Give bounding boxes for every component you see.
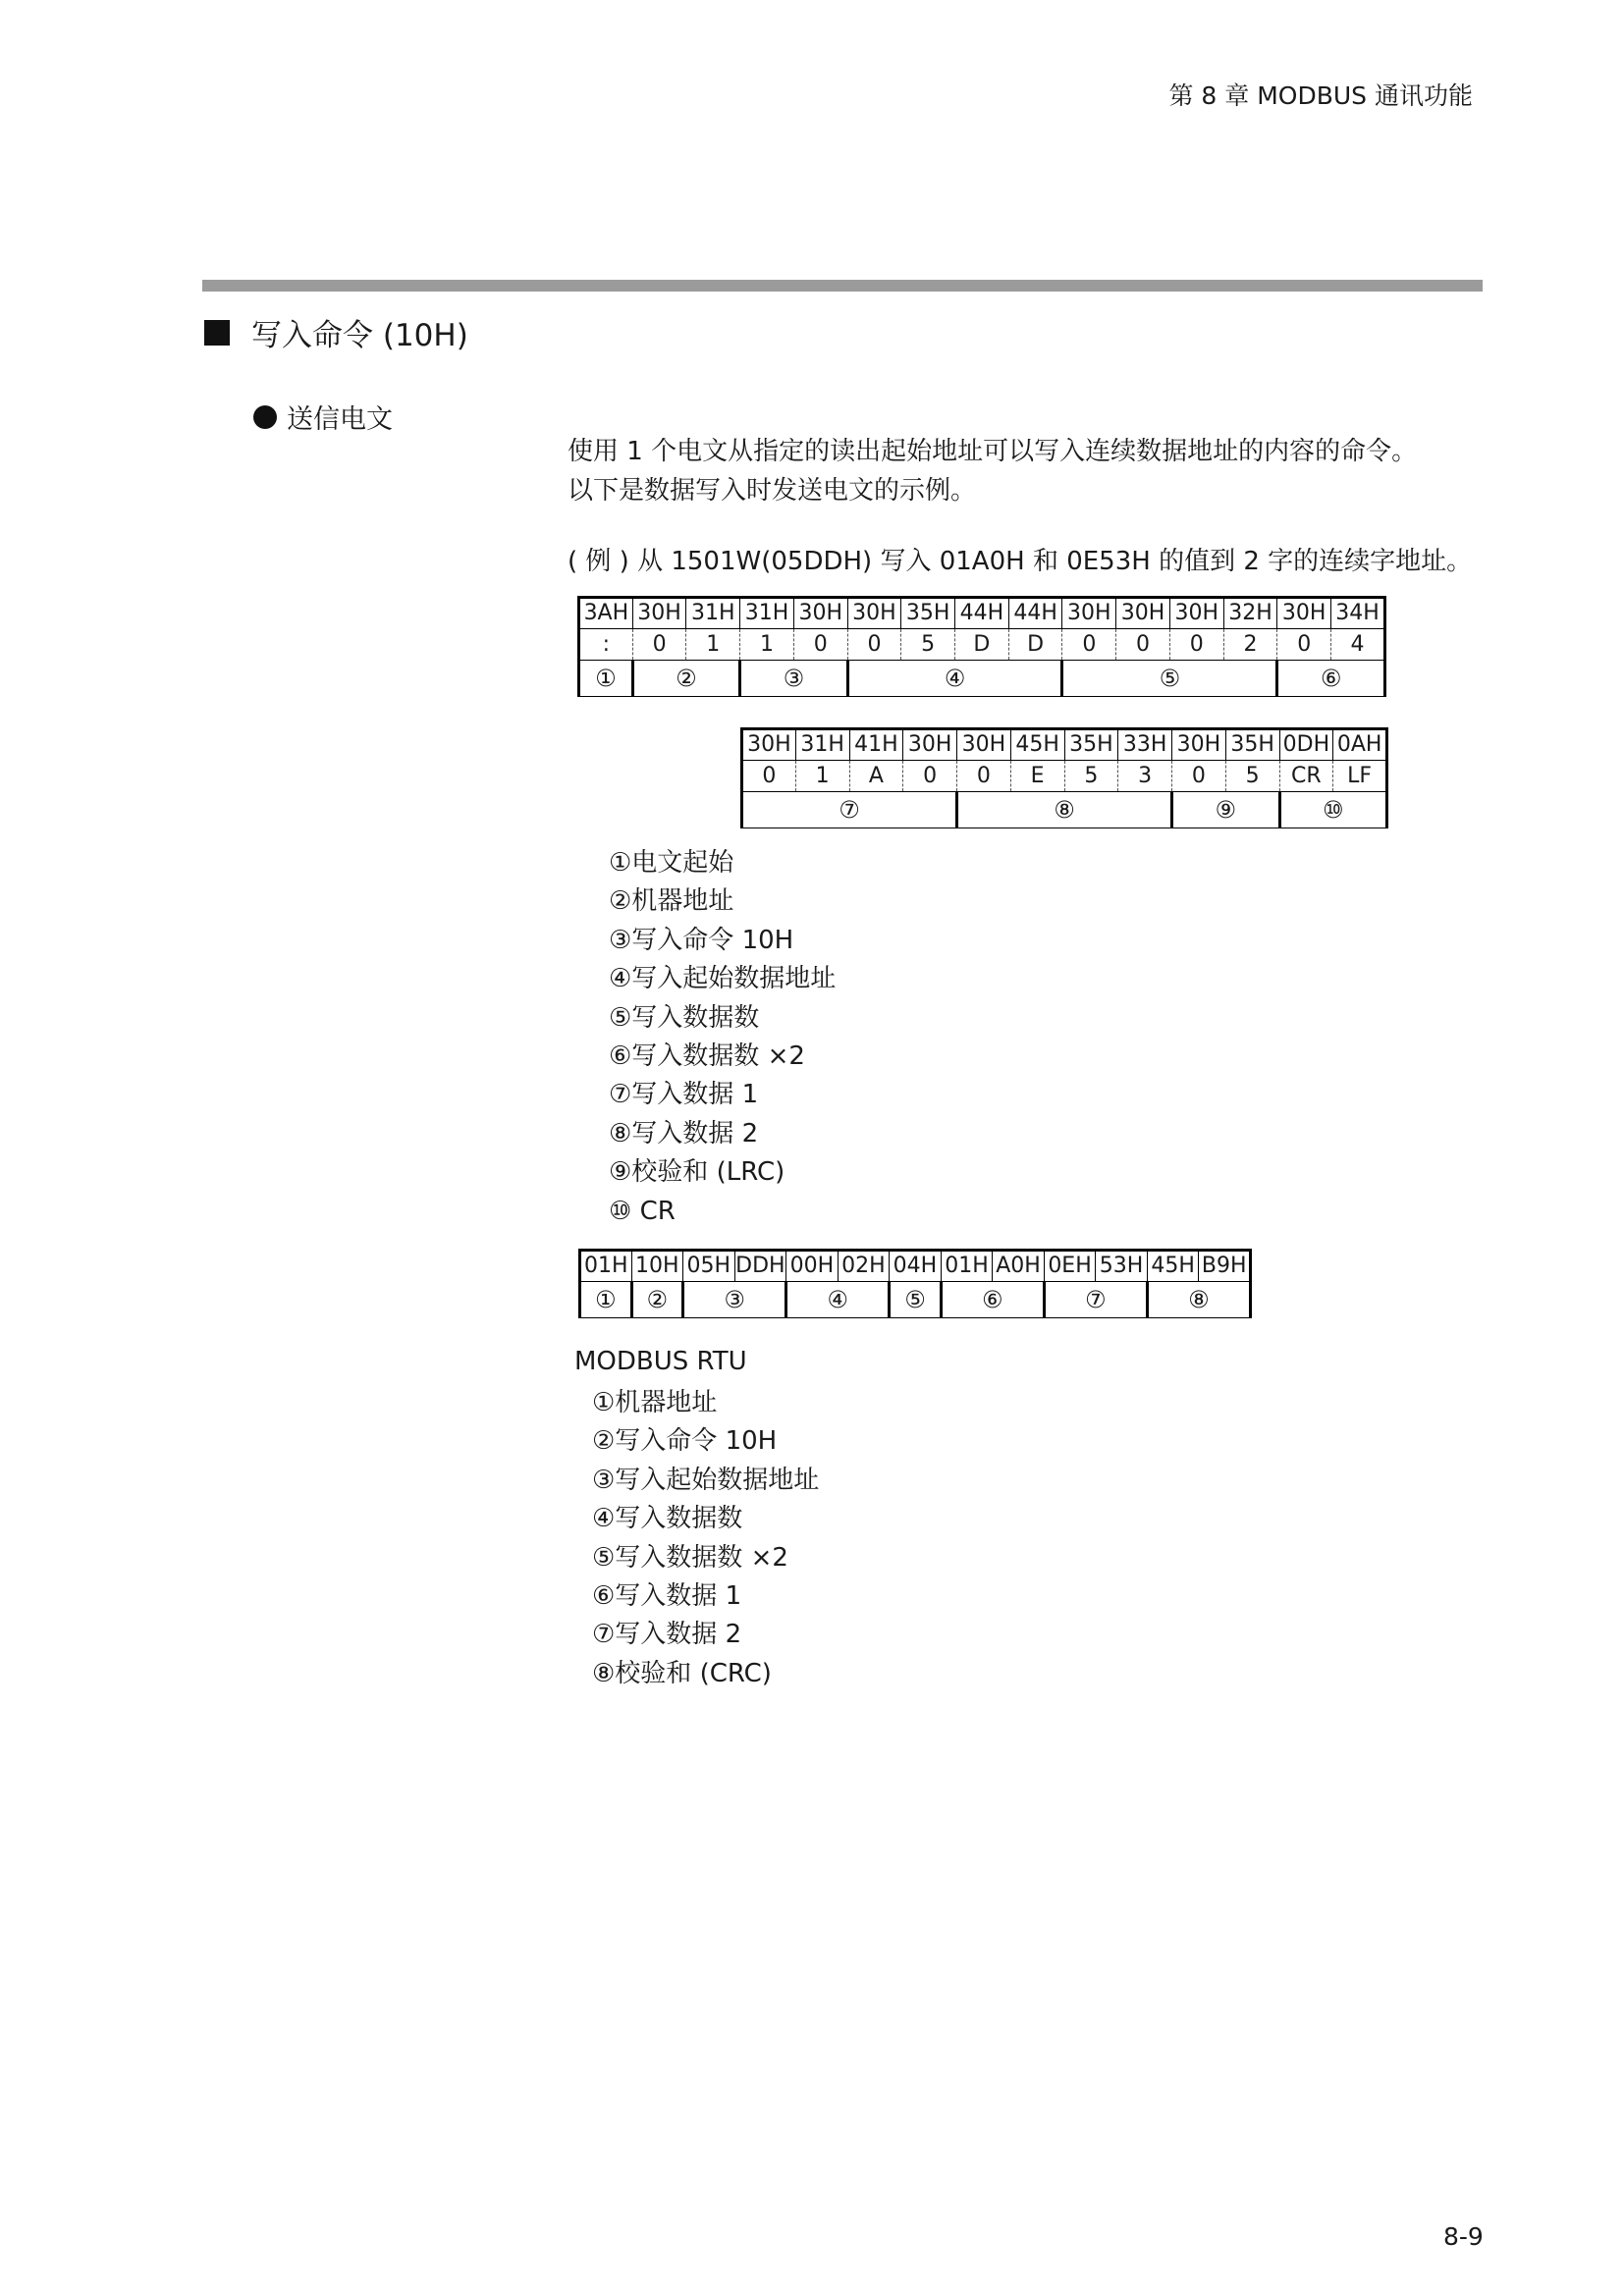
hex-byte-cell: 04H <box>890 1251 942 1282</box>
hex-byte-cell: 34H <box>1331 598 1385 629</box>
ascii-char-cell: : <box>579 629 633 661</box>
hex-byte-cell: 45H <box>1010 729 1064 761</box>
square-bullet-icon <box>204 320 230 346</box>
field-number-label: ⑧ <box>1147 1282 1250 1318</box>
legend-item: ⑤写入数据数 <box>609 1002 760 1033</box>
hex-byte-cell: 41H <box>849 729 903 761</box>
section-title: 写入命令 (10H) <box>251 318 468 353</box>
circle-bullet-icon <box>253 405 277 429</box>
hex-byte-cell: A0H <box>993 1251 1045 1282</box>
field-number-row <box>742 792 1387 828</box>
ascii-char-cell: 0 <box>1172 761 1226 792</box>
hex-byte-cell: 30H <box>1169 598 1223 629</box>
field-number-label: ② <box>632 661 739 697</box>
ascii-char-cell: D <box>955 629 1009 661</box>
hex-byte-cell: 0EH <box>1044 1251 1096 1282</box>
legend-item: ⑦写入数据 2 <box>592 1620 742 1650</box>
hex-byte-cell: 30H <box>1116 598 1170 629</box>
legend-item: ⑩ CR <box>609 1196 676 1226</box>
ascii-char-cell: 5 <box>901 629 955 661</box>
hex-byte-cell: 31H <box>795 729 849 761</box>
hex-byte-cell: 30H <box>632 598 686 629</box>
legend-item: ①电文起始 <box>609 848 734 878</box>
hex-byte-cell: 02H <box>838 1251 890 1282</box>
hex-byte-cell: 0AH <box>1333 729 1387 761</box>
hex-byte-cell: 30H <box>1277 598 1331 629</box>
field-number-row <box>580 1282 1251 1318</box>
legend-item: ⑥写入数据数 ×2 <box>609 1041 805 1072</box>
hex-byte-cell: 01H <box>580 1251 632 1282</box>
legend-item: ⑥写入数据 1 <box>592 1581 742 1612</box>
ascii-char-cell: 3 <box>1118 761 1172 792</box>
hex-byte-cell: 30H <box>1062 598 1116 629</box>
ascii-legend <box>609 844 836 1231</box>
ascii-char-cell: 1 <box>686 629 740 661</box>
subsection-title: 送信电文 <box>287 404 393 435</box>
hex-byte-cell: 31H <box>740 598 794 629</box>
ascii-char-cell: LF <box>1333 761 1387 792</box>
ascii-frame-table-1 <box>577 596 1386 697</box>
ascii-char-cell: 0 <box>1169 629 1223 661</box>
ascii-char-cell: 0 <box>1277 629 1331 661</box>
hex-byte-cell: 30H <box>793 598 847 629</box>
hex-byte-cell: DDH <box>734 1251 786 1282</box>
field-number-label: ③ <box>740 661 847 697</box>
rtu-frame-table <box>578 1249 1252 1318</box>
hex-byte-cell: 33H <box>1118 729 1172 761</box>
ascii-char-row <box>579 629 1385 661</box>
hex-byte-cell: 53H <box>1096 1251 1148 1282</box>
legend-item: ⑨校验和 (LRC) <box>609 1157 785 1188</box>
page-number: 8-9 <box>1443 2222 1484 2251</box>
subsection-heading <box>253 398 393 436</box>
ascii-char-cell: D <box>1008 629 1062 661</box>
hex-byte-cell: 30H <box>1172 729 1226 761</box>
field-number-row <box>579 661 1385 697</box>
legend-item: ⑧写入数据 2 <box>609 1118 759 1148</box>
ascii-char-cell: 0 <box>957 761 1011 792</box>
legend-item: ①机器地址 <box>592 1388 718 1417</box>
hex-byte-row <box>742 729 1387 761</box>
rtu-legend <box>592 1384 819 1693</box>
legend-item: ③写入命令 10H <box>609 925 794 955</box>
hex-byte-cell: 01H <box>941 1251 993 1282</box>
ascii-char-cell: 0 <box>1116 629 1170 661</box>
ascii-char-cell: 1 <box>795 761 849 792</box>
field-number-label: ⑦ <box>1044 1282 1147 1318</box>
field-number-label: ⑩ <box>1279 792 1387 828</box>
ascii-char-cell: 0 <box>632 629 686 661</box>
legend-item: ②写入命令 10H <box>592 1426 778 1457</box>
rtu-title: MODBUS RTU <box>574 1347 747 1376</box>
field-number-label: ⑥ <box>941 1282 1044 1318</box>
field-number-label: ⑤ <box>1062 661 1277 697</box>
ascii-char-cell: 0 <box>793 629 847 661</box>
intro-line-2: 以下是数据写入时发送电文的示例。 <box>568 476 977 506</box>
hex-byte-cell: 35H <box>1064 729 1118 761</box>
legend-item: ④写入数据数 <box>592 1504 743 1534</box>
field-number-label: ⑨ <box>1172 792 1280 828</box>
ascii-char-cell: 4 <box>1331 629 1385 661</box>
hex-byte-cell: 0DH <box>1279 729 1333 761</box>
ascii-char-cell: 5 <box>1064 761 1118 792</box>
hex-byte-cell: 30H <box>903 729 957 761</box>
hex-byte-cell: 32H <box>1223 598 1277 629</box>
field-number-label: ⑦ <box>742 792 957 828</box>
hex-byte-cell: 3AH <box>579 598 633 629</box>
example-text: ( 例 ) 从 1501W(05DDH) 写入 01A0H 和 0E53H 的值到 2 字的连续字地址。 <box>568 547 1473 576</box>
field-number-label: ④ <box>847 661 1062 697</box>
hex-byte-cell: 30H <box>847 598 901 629</box>
legend-item: ⑤写入数据数 ×2 <box>592 1542 788 1573</box>
ascii-char-row <box>742 761 1387 792</box>
ascii-char-cell: E <box>1010 761 1064 792</box>
ascii-char-cell: 0 <box>742 761 796 792</box>
hex-byte-cell: 10H <box>631 1251 683 1282</box>
hex-byte-cell: B9H <box>1199 1251 1251 1282</box>
hex-byte-cell: 44H <box>955 598 1009 629</box>
ascii-frame-table-2 <box>740 727 1388 828</box>
legend-item: ④写入起始数据地址 <box>609 964 837 994</box>
hex-byte-cell: 35H <box>901 598 955 629</box>
hex-byte-row <box>580 1251 1251 1282</box>
hex-byte-cell: 00H <box>786 1251 839 1282</box>
legend-item: ②机器地址 <box>609 886 734 917</box>
hex-byte-cell: 30H <box>957 729 1011 761</box>
field-number-label: ① <box>580 1282 632 1318</box>
intro-line-1: 使用 1 个电文从指定的读出起始地址可以写入连续数据地址的内容的命令。 <box>568 437 1418 466</box>
field-number-label: ⑧ <box>957 792 1172 828</box>
ascii-char-cell: 5 <box>1225 761 1279 792</box>
hex-byte-cell: 44H <box>1008 598 1062 629</box>
field-number-label: ⑤ <box>890 1282 942 1318</box>
ascii-char-cell: 2 <box>1223 629 1277 661</box>
field-number-label: ① <box>579 661 633 697</box>
chapter-header: 第 8 章 MODBUS 通讯功能 <box>1168 81 1473 110</box>
field-number-label: ③ <box>683 1282 786 1318</box>
hex-byte-cell: 31H <box>686 598 740 629</box>
hex-byte-cell: 45H <box>1147 1251 1199 1282</box>
ascii-char-cell: 0 <box>847 629 901 661</box>
hex-byte-cell: 05H <box>683 1251 735 1282</box>
hex-byte-cell: 30H <box>742 729 796 761</box>
legend-item: ⑦写入数据 1 <box>609 1080 759 1110</box>
ascii-char-cell: 0 <box>1062 629 1116 661</box>
legend-item: ⑧校验和 (CRC) <box>592 1658 772 1688</box>
section-divider <box>202 280 1483 292</box>
ascii-char-cell: 1 <box>740 629 794 661</box>
hex-byte-cell: 35H <box>1225 729 1279 761</box>
field-number-label: ⑥ <box>1277 661 1385 697</box>
field-number-label: ② <box>631 1282 683 1318</box>
field-number-label: ④ <box>786 1282 890 1318</box>
ascii-char-cell: 0 <box>903 761 957 792</box>
ascii-char-cell: CR <box>1279 761 1333 792</box>
section-heading <box>204 310 468 354</box>
legend-item: ③写入起始数据地址 <box>592 1465 820 1495</box>
ascii-char-cell: A <box>849 761 903 792</box>
hex-byte-row <box>579 598 1385 629</box>
intro-paragraph <box>568 432 1417 510</box>
